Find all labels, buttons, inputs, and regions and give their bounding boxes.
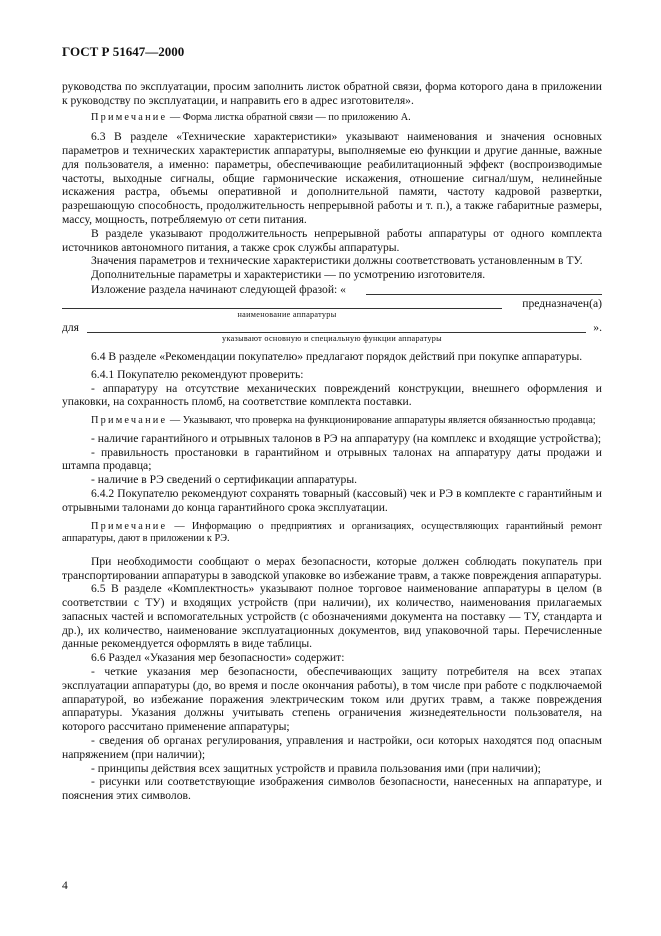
- fill-line-intro: [62, 283, 602, 296]
- list-item: - рисунки или соответствующие изображения символов безопасности, нанесенных на аппаратуре, и пояснения этих символов.: [62, 775, 602, 803]
- note: [62, 415, 602, 428]
- paragraph: 6.5 В разделе «Комплектность» указывают полное торговое наименование аппаратуры в целом (в соответствии с ТУ) и входящих устройств (при наличии), их количество, наименования прилагаемых запасных частей и вспомогательных устройств (с обозначениями документа на поставку — ТУ, стандарта и др.), их количество, наименование эксплуатационных документов, вид упаковочной тары. Перечисленные данные рекомендуется оформлять в виде таблицы.: [62, 582, 602, 651]
- paragraph: 6.4 В разделе «Рекомендации покупателю» предлагают порядок действий при покупке аппаратуры.: [91, 349, 583, 363]
- list-item: - четкие указания мер безопасности, обеспечивающих защиту потребителя на всех этапах эксплуатации аппаратуры (до, во время и после окончания работы), в том числе при работе с подключаемой аппаратурой, во избежание поражения электрическим током или других травм, а также повреждения аппаратуры. Указания должны учитывать степень ограничения жизнедеятельности пользователя, на которого рассчитано применение аппаратуры;: [62, 665, 602, 734]
- note-text: — Указывают, что проверка на функционирование аппаратуры является обязанностью продавца;: [167, 415, 596, 427]
- paragraph: В разделе указывают продолжительность непрерывной работы аппаратуры от одного комплекта источников автономного питания, а также срок службы аппаратуры.: [62, 226, 602, 254]
- list-item: - сведения об органах регулирования, управления и настройки, оси которых находятся под опасным напряжением (при наличии);: [62, 734, 602, 761]
- note: [62, 521, 602, 546]
- list-item: - принципы действия всех защитных устройств и правила пользования ими (при наличии);: [91, 761, 541, 775]
- blank-underline: [366, 294, 602, 295]
- paragraph: руководства по эксплуатации, просим заполнить листок обратной связи, форма которого дана в приложении к руководству по эксплуатации, и направить его в адрес изготовителя».: [62, 80, 602, 107]
- page-header-standard: ГОСТ Р 51647—2000: [62, 44, 185, 59]
- page-number: 4: [62, 879, 68, 892]
- blank-caption: наименование аппаратуры: [237, 309, 337, 319]
- list-item: - аппаратуру на отсутствие механических повреждений конструкции, внешнего оформления и упаковки, на сохранность пломб, на соответствие комплекта поставки.: [62, 381, 602, 409]
- paragraph: 6.4.2 Покупателю рекомендуют сохранять товарный (кассовый) чек и РЭ в комплекте с гарантийным и отрывными талонами до конца гарантийного срока эксплуатации.: [62, 486, 602, 514]
- blank-underline: [87, 332, 586, 333]
- fill-line-function: [62, 321, 602, 334]
- paragraph: Значения параметров и технические характеристики должны соответствовать установленным в ТУ.: [91, 254, 583, 268]
- note-label: Примечание: [91, 520, 168, 532]
- paragraph: 6.4.1 Покупателю рекомендуют проверить:: [91, 367, 304, 381]
- note: [62, 112, 602, 125]
- blank-underline: [62, 308, 502, 309]
- note-label: Примечание: [91, 415, 168, 427]
- paragraph: 6.3 В разделе «Технические характеристики» указывают наименования и значения основных параметров и технических характеристик аппаратуры, выполняемые ею функции и другие данные, важные для пользователя, а именно: параметры, обеспечивающие реабилитационный эффект (воспроизводимые частоты, выходные сигналы, общие гармонические искажения, отношение сигнал/шум, нелинейные искажения растра, объемы оперативной и дополнительной памяти, частоту кадровой развертки, разрешающую способность, продолжительность непрерывной работы и т. п.), а также габаритные размеры, массу, мощность, потребляемую от сети питания.: [62, 130, 602, 226]
- blank-prefix: для: [62, 320, 80, 334]
- note-label: Примечание: [91, 111, 168, 123]
- blank-suffix: предназначен(а): [522, 296, 602, 310]
- list-item: - правильность простановки в гарантийном и отрывных талонах на аппаратуру даты продажи и штампа продавца;: [62, 445, 602, 473]
- paragraph: Дополнительные параметры и характеристики — по усмотрению изготовителя.: [91, 268, 486, 282]
- list-item: - наличие в РЭ сведений о сертификации аппаратуры.: [91, 473, 358, 487]
- note-text: — Информацию о предприятиях и организациях, осуществляющих гарантийный ремонт аппаратуры, дают в приложении к РЭ.: [62, 520, 602, 545]
- blank-caption: указывают основную и специальную функции аппаратуры: [222, 333, 442, 343]
- paragraph: При необходимости сообщают о мерах безопасности, которые должен соблюдать покупатель при транспортировании аппаратуры в заводской упаковке во избежание травм, а также повреждения аппаратуры.: [62, 554, 602, 582]
- list-item: - наличие гарантийного и отрывных талонов в РЭ на аппаратуру (на комплекс и входящие устройства);: [91, 431, 602, 445]
- fill-line-name: [62, 297, 602, 310]
- intro-phrase: Изложение раздела начинают следующей фразой: «: [91, 282, 346, 296]
- blank-suffix: ».: [593, 320, 602, 334]
- paragraph: 6.6 Раздел «Указания мер безопасности» содержит:: [91, 651, 345, 665]
- document-body: [62, 80, 602, 803]
- note-text: — Форма листка обратной связи — по приложению А.: [167, 111, 411, 123]
